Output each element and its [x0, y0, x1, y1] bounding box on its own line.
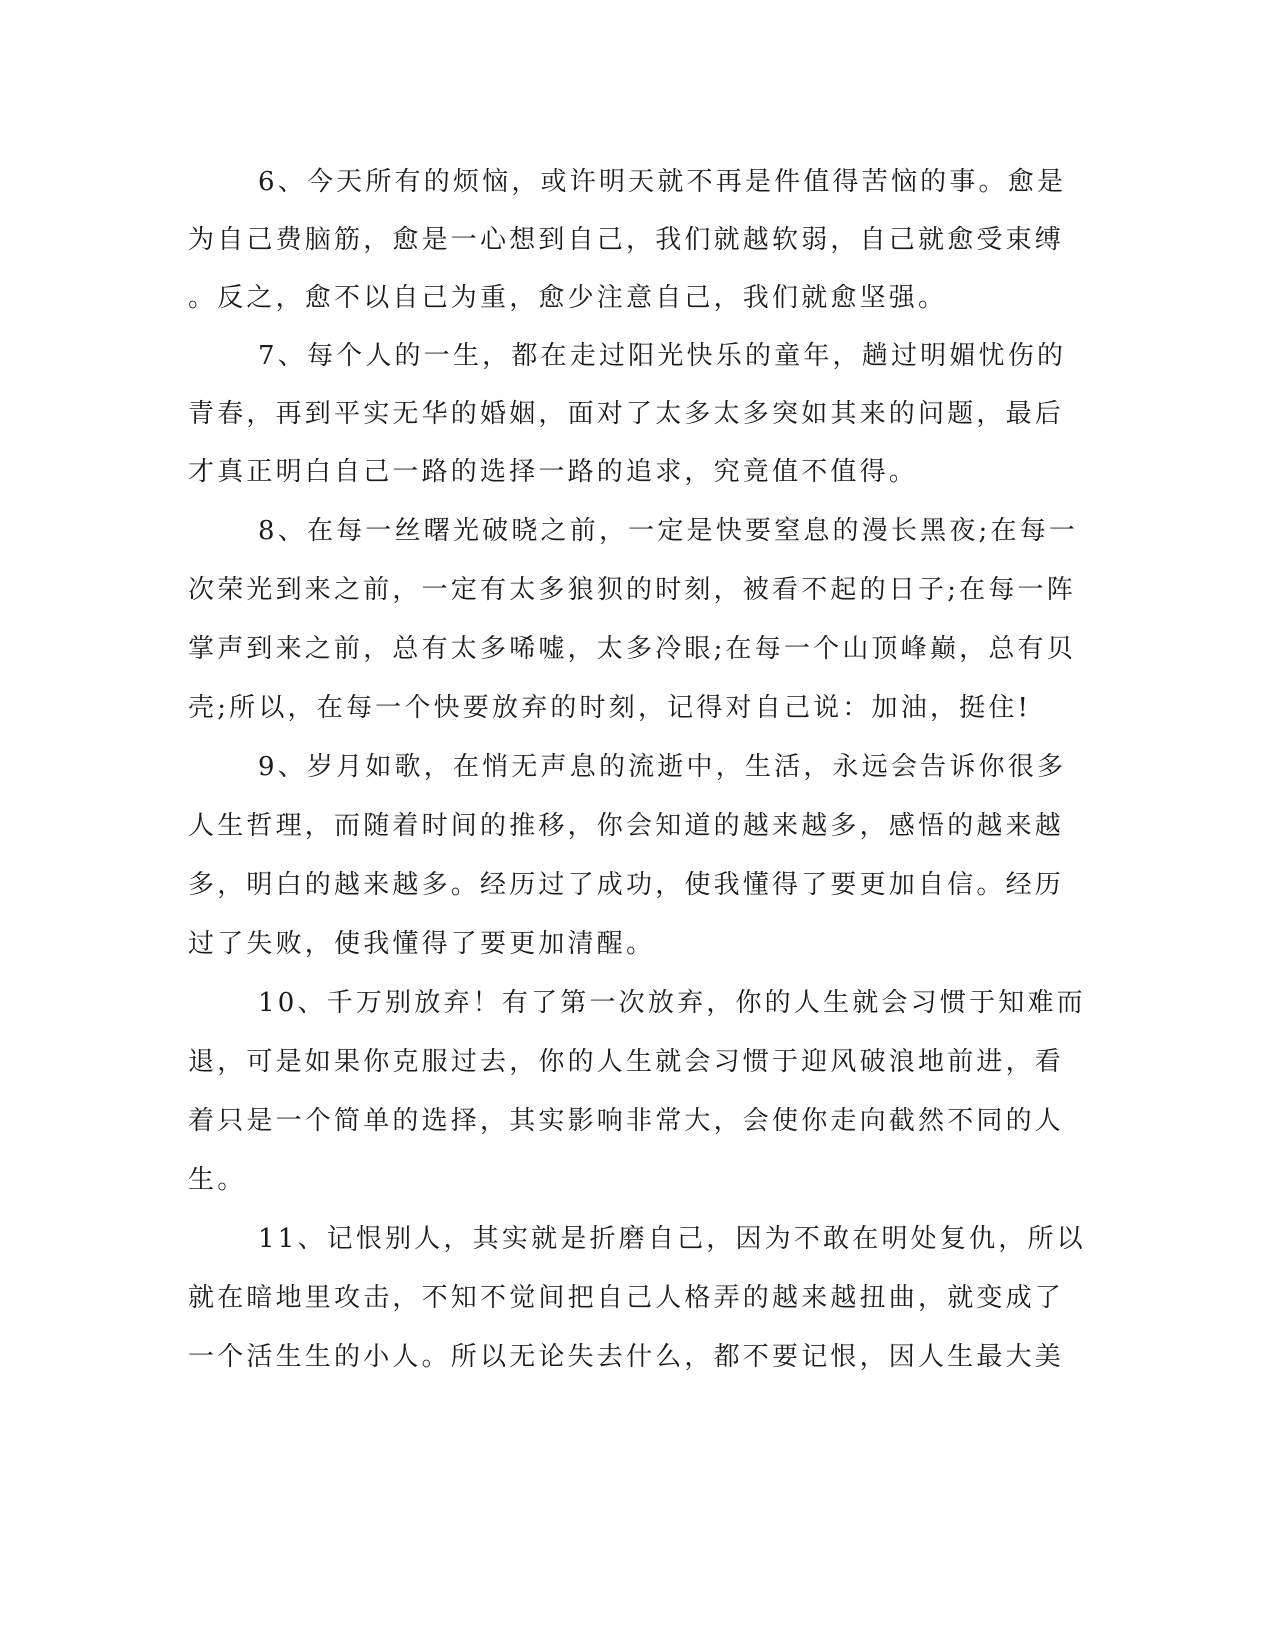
paragraph-9-line-1: 9、岁月如歌，在悄无声息的流逝中，生活，永远会告诉你很多 [258, 752, 1067, 782]
paragraph-9-line-3: 多，明白的越来越多。经历过了成功，使我懂得了要更加自信。经历 [188, 870, 1065, 900]
paragraph-8-line-4: 壳;所以，在每一个快要放弃的时刻，记得对自己说：加油，挺住! [188, 693, 1032, 723]
paragraph-9-line-4: 过了失败，使我懂得了要更加清醒。 [188, 929, 656, 959]
paragraph-11-line-3: 一个活生生的小人。所以无论失去什么，都不要记恨，因人生最大美 [188, 1342, 1065, 1372]
paragraph-9-line-2: 人生哲理，而随着时间的推移，你会知道的越来越多，感悟的越来越 [188, 811, 1065, 841]
paragraph-10-line-3: 着只是一个简单的选择，其实影响非常大，会使你走向截然不同的人 [188, 1106, 1065, 1136]
paragraph-11-line-2: 就在暗地里攻击，不知不觉间把自己人格弄的越来越扭曲，就变成了 [188, 1283, 1065, 1313]
paragraph-7-line-2: 青春，再到平实无华的婚姻，面对了太多太多突如其来的问题，最后 [188, 399, 1065, 429]
paragraph-6-line-2: 为自己费脑筋，愈是一心想到自己，我们就越软弱，自己就愈受束缚 [188, 225, 1065, 255]
paragraph-7-line-1: 7、每个人的一生，都在走过阳光快乐的童年，趟过明媚忧伤的 [258, 341, 1067, 371]
paragraph-10-line-1: 10、千万别放弃！有了第一次放弃，你的人生就会习惯于知难而 [258, 988, 1086, 1018]
paragraph-8-line-3: 掌声到来之前，总有太多唏嘘，太多冷眼;在每一个山顶峰巅，总有贝 [188, 634, 1076, 664]
paragraph-7-line-3: 才真正明白自己一路的选择一路的追求，究竟值不值得。 [188, 457, 919, 487]
paragraph-8-line-2: 次荣光到来之前，一定有太多狼狈的时刻，被看不起的日子;在每一阵 [188, 575, 1076, 605]
paragraph-10-line-4: 生。 [188, 1165, 247, 1195]
paragraph-6-line-3: 。反之，愈不以自己为重，愈少注意自己，我们就愈坚强。 [188, 283, 948, 313]
paragraph-11-line-1: 11、记恨别人，其实就是折磨自己，因为不敢在明处复仇，所以 [258, 1224, 1086, 1254]
paragraph-10-line-2: 退，可是如果你克服过去，你的人生就会习惯于迎风破浪地前进，看 [188, 1047, 1065, 1077]
paragraph-8-line-1: 8、在每一丝曙光破晓之前，一定是快要窒息的漫长黑夜;在每一 [258, 516, 1079, 546]
paragraph-6-line-1: 6、今天所有的烦恼，或许明天就不再是件值得苦恼的事。愈是 [258, 167, 1067, 197]
